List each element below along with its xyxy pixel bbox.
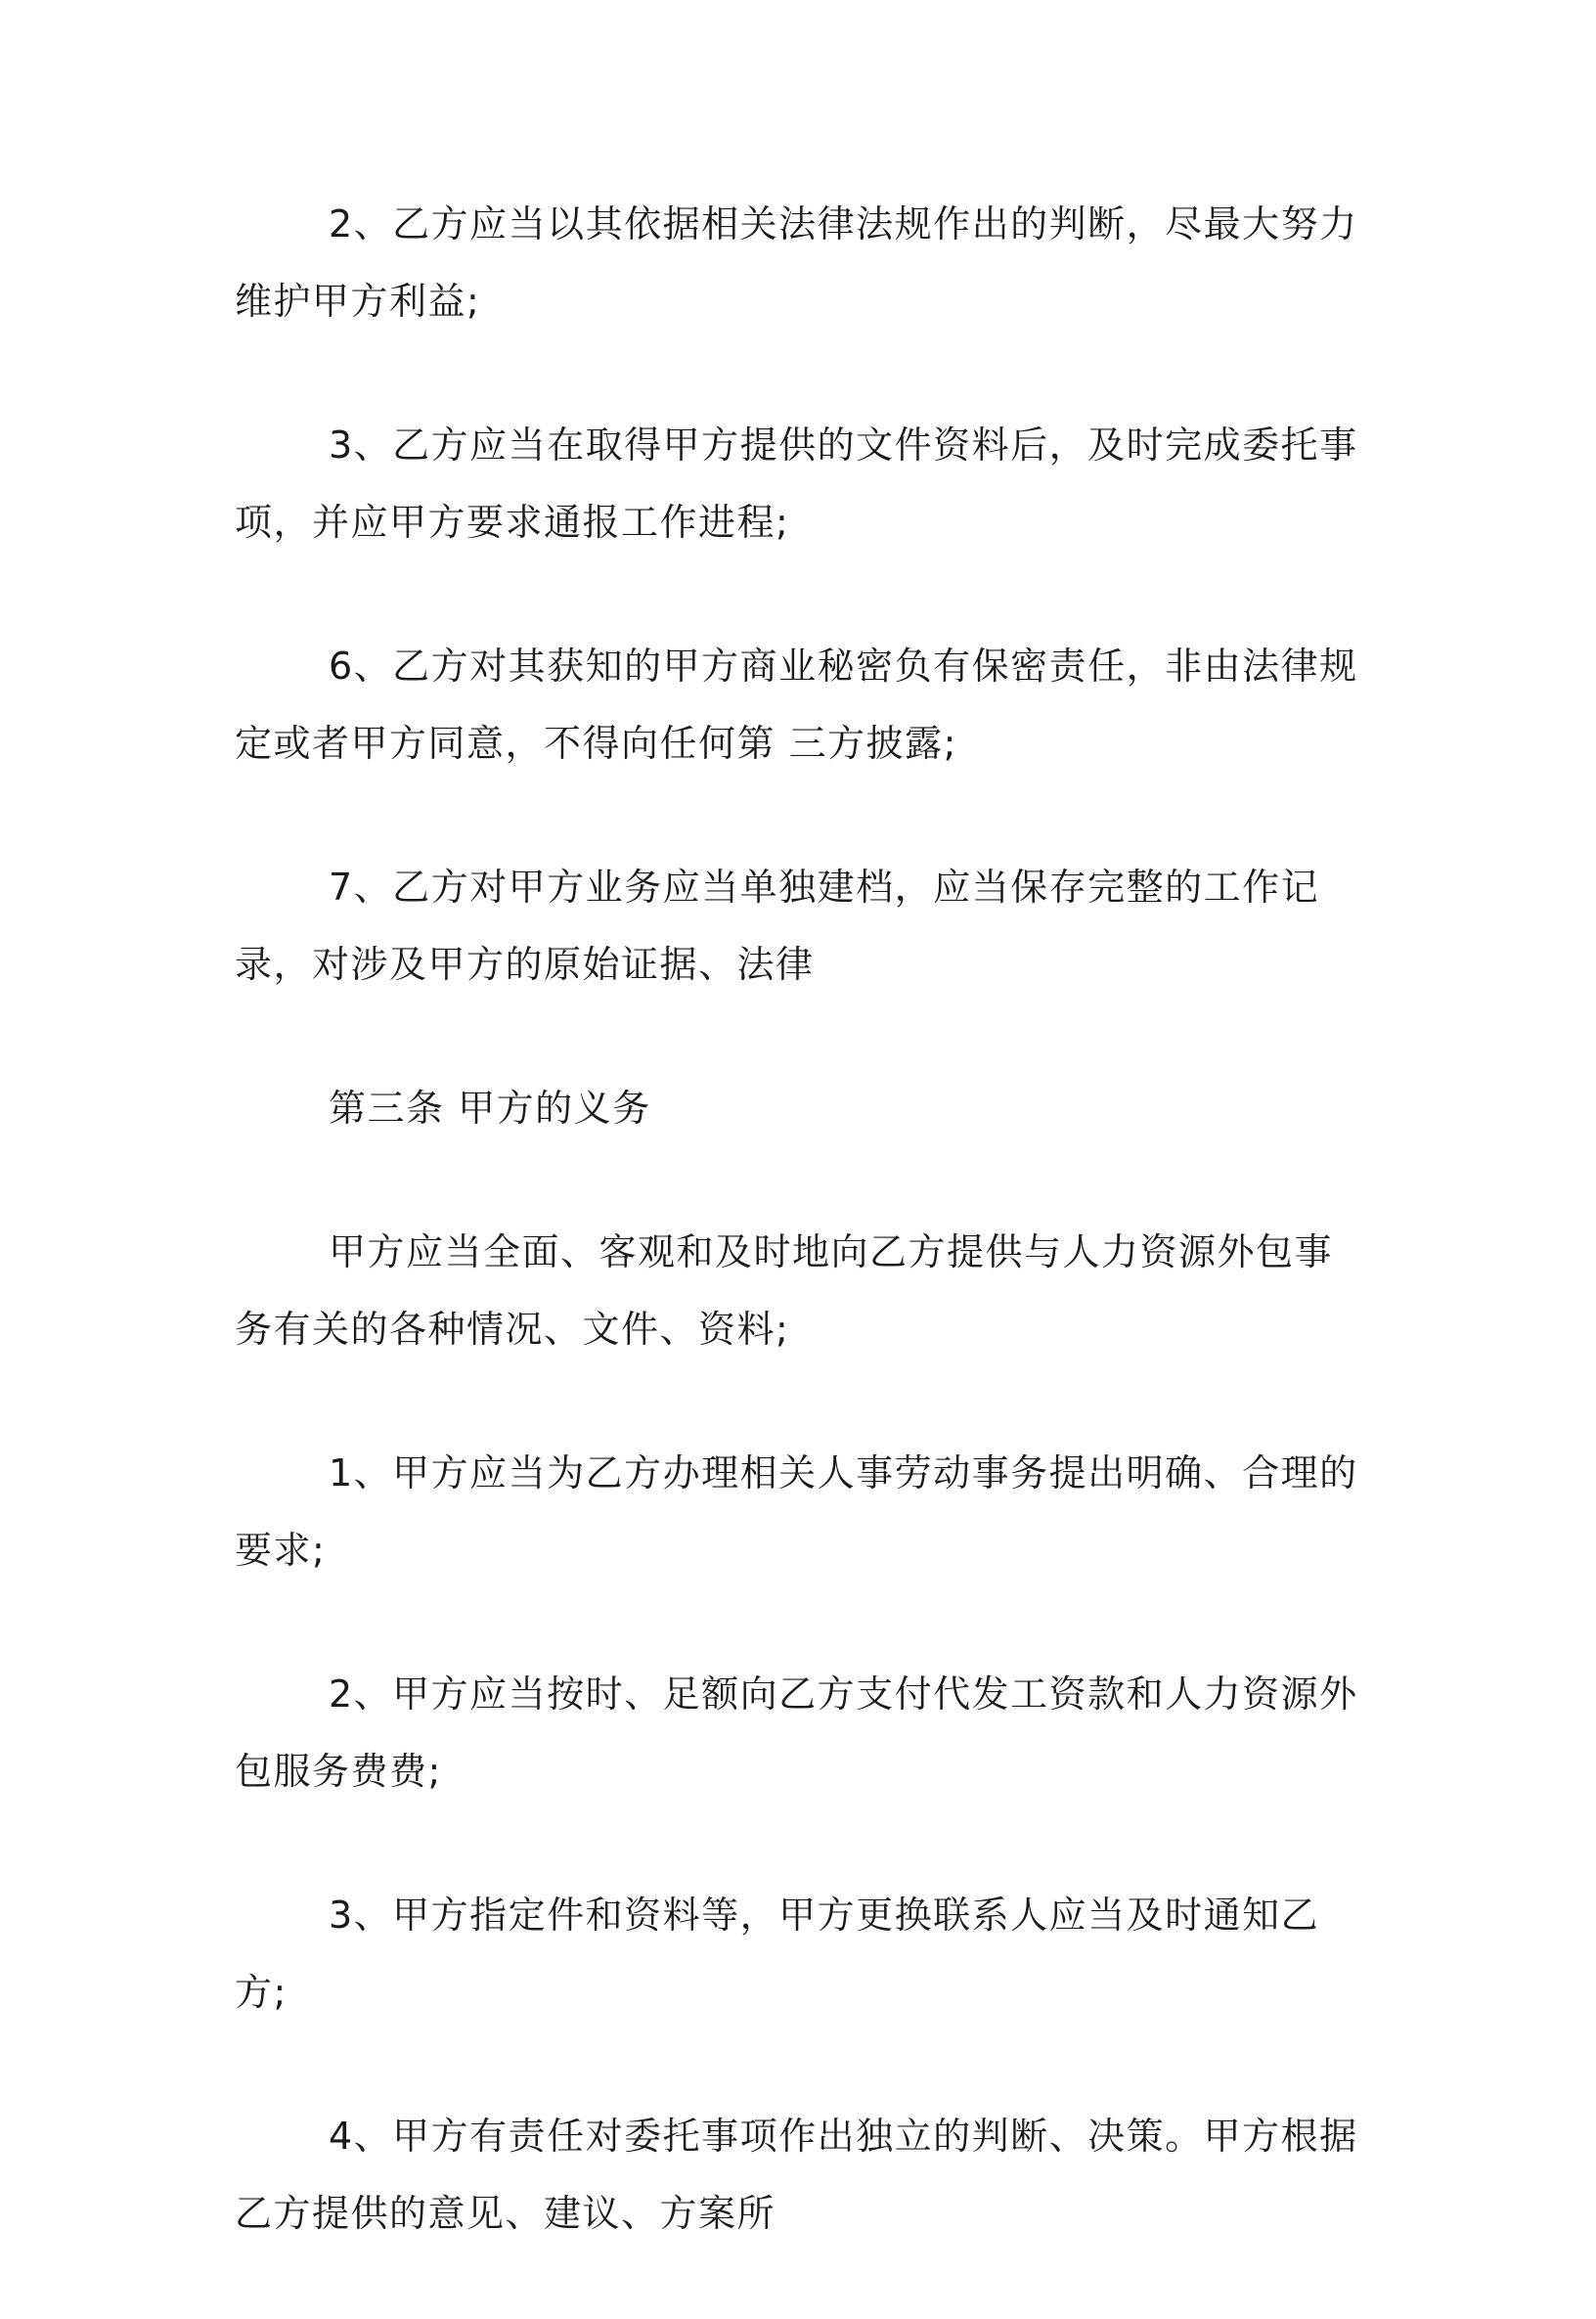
section-heading-article-3: 第三条 甲方的义务	[329, 1087, 651, 1130]
paragraph-obligation-7: 7、乙方对甲方业务应当单独建档，应当保存完整的工作记录，对涉及甲方的原始证据、法律	[235, 866, 1320, 986]
paragraph-obligation-3: 3、乙方应当在取得甲方提供的文件资料后，及时完成委托事项，并应甲方要求通报工作进程;	[235, 424, 1358, 544]
paragraph-party-a-4: 4、甲方有责任对委托事项作出独立的判断、决策。甲方根据乙方提供的意见、建议、方案所	[235, 2115, 1358, 2235]
paragraph-party-a-1: 1、甲方应当为乙方办理相关人事劳动事务提出明确、合理的要求;	[235, 1451, 1358, 1572]
paragraph-obligation-2: 2、乙方应当以其依据相关法律法规作出的判断，尽最大努力维护甲方利益;	[235, 202, 1358, 323]
paragraph-party-a-intro: 甲方应当全面、客观和及时地向乙方提供与人力资源外包事务有关的各种情况、文件、资料;	[235, 1230, 1334, 1351]
paragraph-party-a-3: 3、甲方指定件和资料等，甲方更换联系人应当及时通知乙方;	[235, 1894, 1320, 2014]
document-body	[235, 186, 1364, 2319]
paragraph-party-a-2: 2、甲方应当按时、足额向乙方支付代发工资款和人力资源外包服务费费;	[235, 1672, 1358, 1793]
paragraph-obligation-6: 6、乙方对其获知的甲方商业秘密负有保密责任，非由法律规定或者甲方同意，不得向任何第 三方披露;	[235, 645, 1358, 765]
